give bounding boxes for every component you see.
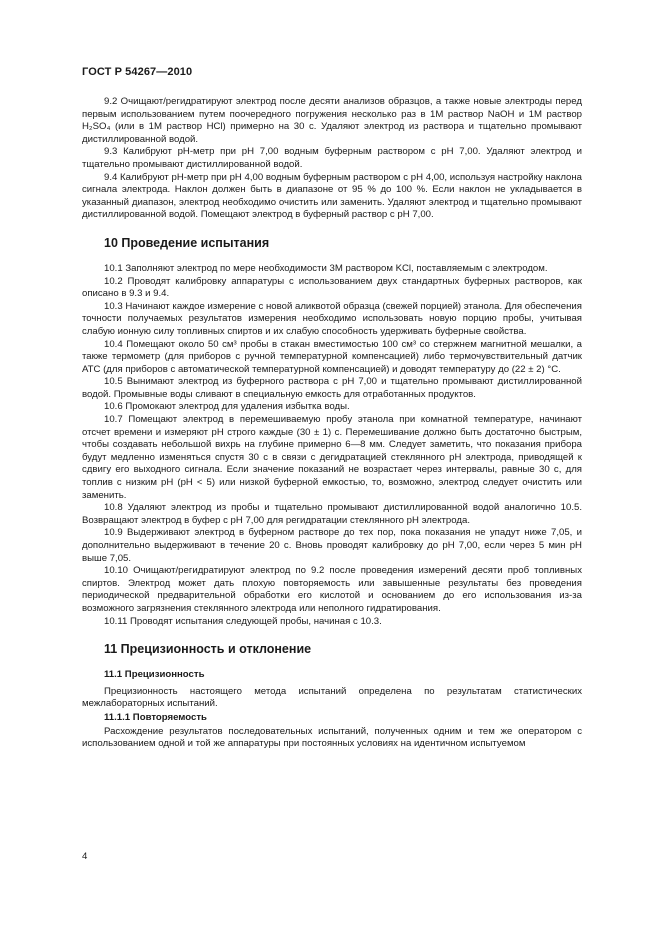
paragraph-10-4: 10.4 Помещают около 50 см³ пробы в стакан вместимостью 100 см³ со стержнем магнитной мешалки, а также термометр (для приборов с ручной температурной компенсацией) либо термочувствительный датчик АТС (для приборов с автоматической температурной компенсацией) и доводят температуру до (22 ± 2) °С. [82,338,582,375]
paragraph-10-7: 10.7 Помещают электрод в перемешиваемую пробу этанола при комнатной температуре, начинают отсчет времени и измеряют pH строго каждые (30 ± 1) с. Перемешивание должно быть достаточно быстрым, чтобы создавать небольшой вихрь на глубине примерно 6—8 мм. Следует заметить, что показания прибора будут медленно изменяться спустя 30 с в связи с дегидратацией стеклянного pH электрода, приводящей к сдвигу его выходного сигнала. Если значение показаний не возрастает через интервалы, равные 30 с, для топлив с низким pH (pH < 5) или низкой буферной емкостью, то, возможно, электрод следует очистить или заменить. [82,414,582,501]
section-11-title: 11 Прецизионность и отклонение [104,642,312,657]
paragraph-10-3: 10.3 Начинают каждое измерение с новой аликвотой образца (свежей порцией) этанола. Для обеспечения точности получаемых результатов измерения необходимо использовать новую порцию пробы, учитывая слабую ионную силу топливных спиртов и их слабую способность удерживать буферные свойства. [82,300,582,337]
paragraph-10-1: 10.1 Заполняют электрод по мере необходимости 3М раствором KCl, поставляемым с электродом. [104,262,548,274]
paragraph-9-3: 9.3 Калибруют pH-метр при pH 7,00 водным буферным раствором с pH 7,00. Удаляют электрод и тщательно промывают дистиллированной водой. [82,146,582,170]
subsection-11-1-title: 11.1 Прецизионность [104,669,205,681]
paragraph-10-5: 10.5 Вынимают электрод из буферного раствора с pH 7,00 и тщательно промывают дистиллированной водой. Промывные воды сливают в специальную емкость для отработанных продуктов. [82,376,582,400]
section-10-title: 10 Проведение испытания [104,235,270,250]
subsection-11-1-text: Прецизионность настоящего метода испытаний определена по результатам статистических межлабораторных испытаний. [82,685,582,710]
paragraph-10-10: 10.10 Очищают/регидратируют электрод по 9.2 после проведения измерений десяти проб топливных спиртов. Электрод может дать плохую повторяемость или завышенные результаты без проведения периодической предварительной обработки его кислотой и основанием до его использования из-за возможного загрязнения стеклянного электрода или неполного гидратирования. [82,565,582,614]
paragraph-10-2: 10.2 Проводят калибровку аппаратуры с использованием двух стандартных буферных растворов, как описано в 9.3 и 9.4. [82,275,582,300]
subsection-11-1-1-text: Расхождение результатов последовательных испытаний, полученных одним и тем же оператором с использованием одной и той же аппаратуры при постоянных условиях на идентичном испытуемом [82,725,582,750]
paragraph-9-2: 9.2 Очищают/регидратируют электрод после десяти анализов образцов, а также новые электроды перед первым использованием путем поочередного погружения несколько раз в 1М раствор NaOH и 1М раствор H₂SO₄ (или в 1М раствор HCl) примерно на 30 с. Удаляют электрод из раствора и тщательно промывают дистиллированной водой. [82,96,582,145]
standard-header: ГОСТ Р 54267—2010 [82,66,193,78]
paragraph-10-11: 10.11 Проводят испытания следующей пробы, начиная с 10.3. [104,615,382,627]
subsection-11-1-1-title: 11.1.1 Повторяемость [104,711,207,723]
paragraph-10-8: 10.8 Удаляют электрод из пробы и тщательно промывают дистиллированной водой аналогично 10.5. Возвращают электрод в буфер с pH 7,00 для регидратации стеклянного pH электрода. [82,502,582,526]
paragraph-10-6: 10.6 Промокают электрод для удаления избытка воды. [104,401,350,413]
document-body [82,96,582,751]
page-number: 4 [82,851,88,862]
paragraph-9-4: 9.4 Калибруют pH-метр при pH 4,00 водным буферным раствором с pH 4,00, используя настройку наклона сигнала электрода. Наклон должен быть в диапазоне от 95 % до 100 %. Если наклон не укладывается в указанный диапазон, электрод необходимо очистить или заменить. Удаляют электрод и тщательно промывают дистиллированной водой. Помещают электрод в буферный раствор с pH 7,00. [82,171,582,221]
paragraph-10-9: 10.9 Выдерживают электрод в буферном растворе до тех пор, пока показания не упадут ниже 7,05, и дополнительно выдерживают в течение 20 с. Вновь проводят калибровку до pH 7,00, если через 5 мин pH выше 7,05. [82,527,582,564]
